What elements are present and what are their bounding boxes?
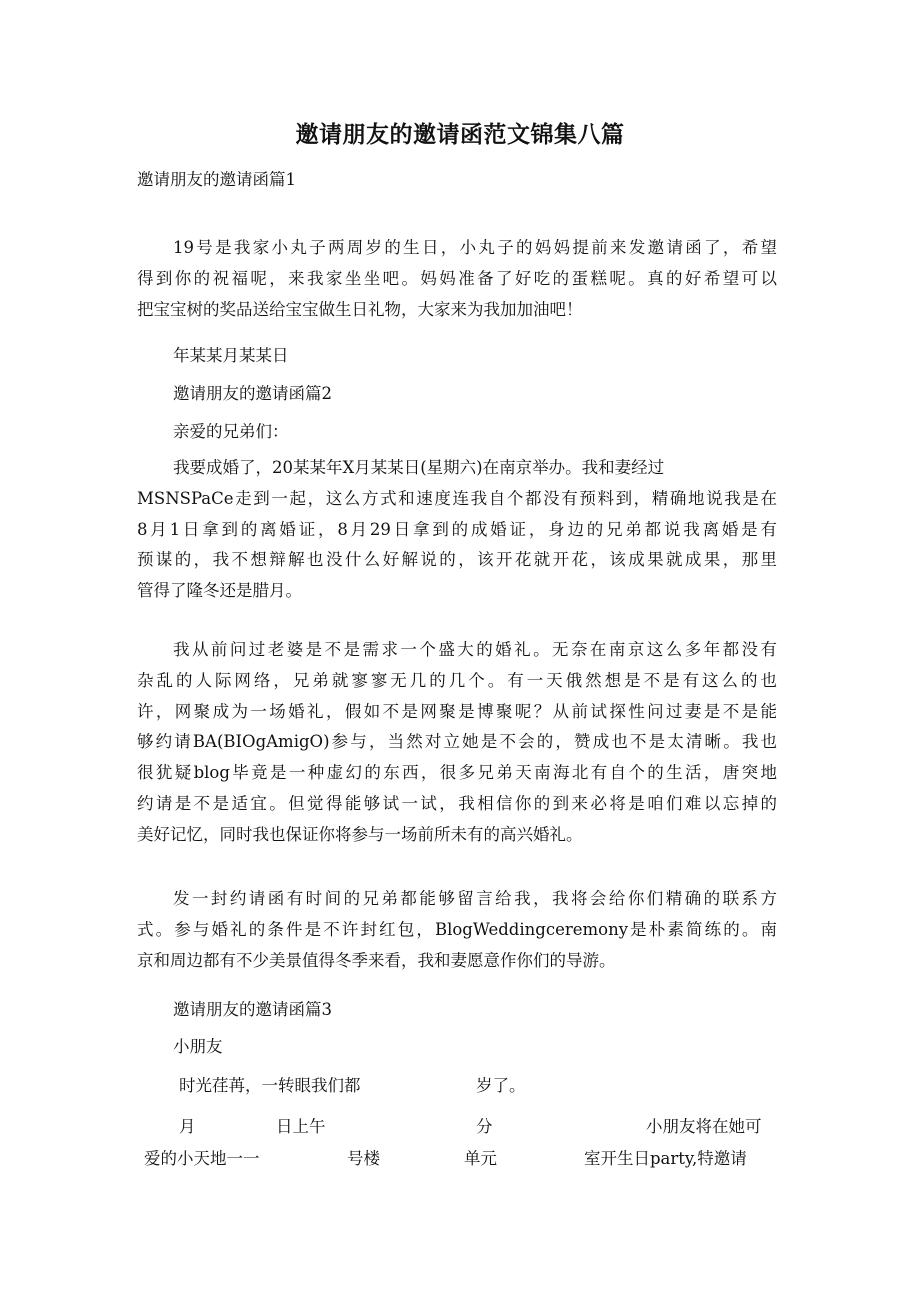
paragraph-line: 我要成婚了，20某某年X月某某日(星期六)在南京举办。我和妻经过 bbox=[173, 458, 665, 477]
section3-heading: 邀请朋友的邀请函篇3 bbox=[173, 1000, 332, 1019]
section2-paragraph-3 bbox=[137, 884, 777, 976]
form-text: 分 bbox=[476, 1117, 493, 1136]
section1-heading: 邀请朋友的邀请函篇1 bbox=[137, 170, 296, 189]
paragraph-line: 我从前问过老婆是不是需求一个盛大的婚礼。无奈在南京这么多年都没有 bbox=[173, 640, 777, 659]
paragraph-line: 京和周边都有不少美景值得冬季来看，我和妻愿意作你们的导游。 bbox=[137, 950, 616, 970]
paragraph-line: 式。参与婚礼的条件是不许封红包，BlogWeddingceremony是朴素简练的。南 bbox=[137, 919, 777, 939]
paragraph-line: 许，网聚成为一场婚礼，假如不是网聚是博聚呢？从前试探性问过妻是不是能 bbox=[137, 701, 777, 721]
section2-paragraph-1 bbox=[137, 453, 777, 607]
paragraph-line: MSNSPaCe走到一起，这么方式和速度连我自个都没有预料到，精确地说我是在 bbox=[137, 488, 777, 508]
section3-greeting: 小朋友 bbox=[173, 1037, 223, 1056]
form-text: 日上午 bbox=[276, 1117, 326, 1136]
section2-heading: 邀请朋友的邀请函篇2 bbox=[173, 384, 332, 403]
paragraph-line: 得到你的祝福呢，来我家坐坐吧。妈妈准备了好吃的蛋糕呢。真的好希望可以 bbox=[137, 268, 777, 288]
form-text: 时光荏苒，一转眼我们都 bbox=[179, 1076, 361, 1095]
paragraph-line: 发一封约请函有时间的兄弟都能够留言给我，我将会给你们精确的联系方 bbox=[173, 889, 777, 908]
section2-paragraph-2 bbox=[137, 635, 777, 851]
form-text: 爱的小天地一一 bbox=[144, 1149, 260, 1168]
paragraph-line: 杂乱的人际网络，兄弟就寥寥无几的几个。有一天俄然想是不是有这么的也 bbox=[137, 670, 777, 690]
form-text: 岁了。 bbox=[476, 1076, 526, 1095]
paragraph-line: 19号是我家小丸子两周岁的生日，小丸子的妈妈提前来发邀请函了，希望 bbox=[173, 238, 777, 257]
paragraph-line: 把宝宝树的奖品送给宝宝做生日礼物，大家来为我加加油吧！ bbox=[137, 299, 583, 319]
paragraph-line: 管得了隆冬还是腊月。 bbox=[137, 581, 302, 601]
document-title: 邀请朋友的邀请函范文锦集八篇 bbox=[295, 122, 625, 148]
paragraph-line: 约请是不是适宜。但觉得能够试一试，我相信你的到来必将是咱们难以忘掉的 bbox=[137, 793, 777, 813]
paragraph-line: 8月1日拿到的离婚证，8月29日拿到的成婚证，身边的兄弟都说我离婚是有 bbox=[137, 519, 777, 539]
form-text: 月 bbox=[179, 1117, 196, 1136]
paragraph-line: 预谋的，我不想辩解也没什么好解说的，该开花就开花，该成果就成果，那里 bbox=[137, 550, 777, 570]
form-text: 小朋友将在她可 bbox=[646, 1117, 762, 1136]
paragraph-line: 很犹疑blog毕竟是一种虚幻的东西，很多兄弟天南海北有自个的生活，唐突地 bbox=[137, 763, 777, 783]
form-text: 室开生日party,特邀请 bbox=[584, 1149, 747, 1168]
form-text: 单元 bbox=[464, 1149, 497, 1168]
section2-greeting: 亲爱的兄弟们： bbox=[173, 422, 289, 441]
form-text: 号楼 bbox=[347, 1149, 380, 1168]
paragraph-line: 够约请BA(BIOgAmigO)参与，当然对立她是不会的，赞成也不是太清晰。我也 bbox=[137, 732, 777, 752]
section1-date: 年某某月某某日 bbox=[173, 346, 289, 365]
section1-paragraph bbox=[137, 233, 777, 325]
paragraph-line: 美好记忆，同时我也保证你将参与一场前所未有的高兴婚礼。 bbox=[137, 824, 583, 844]
